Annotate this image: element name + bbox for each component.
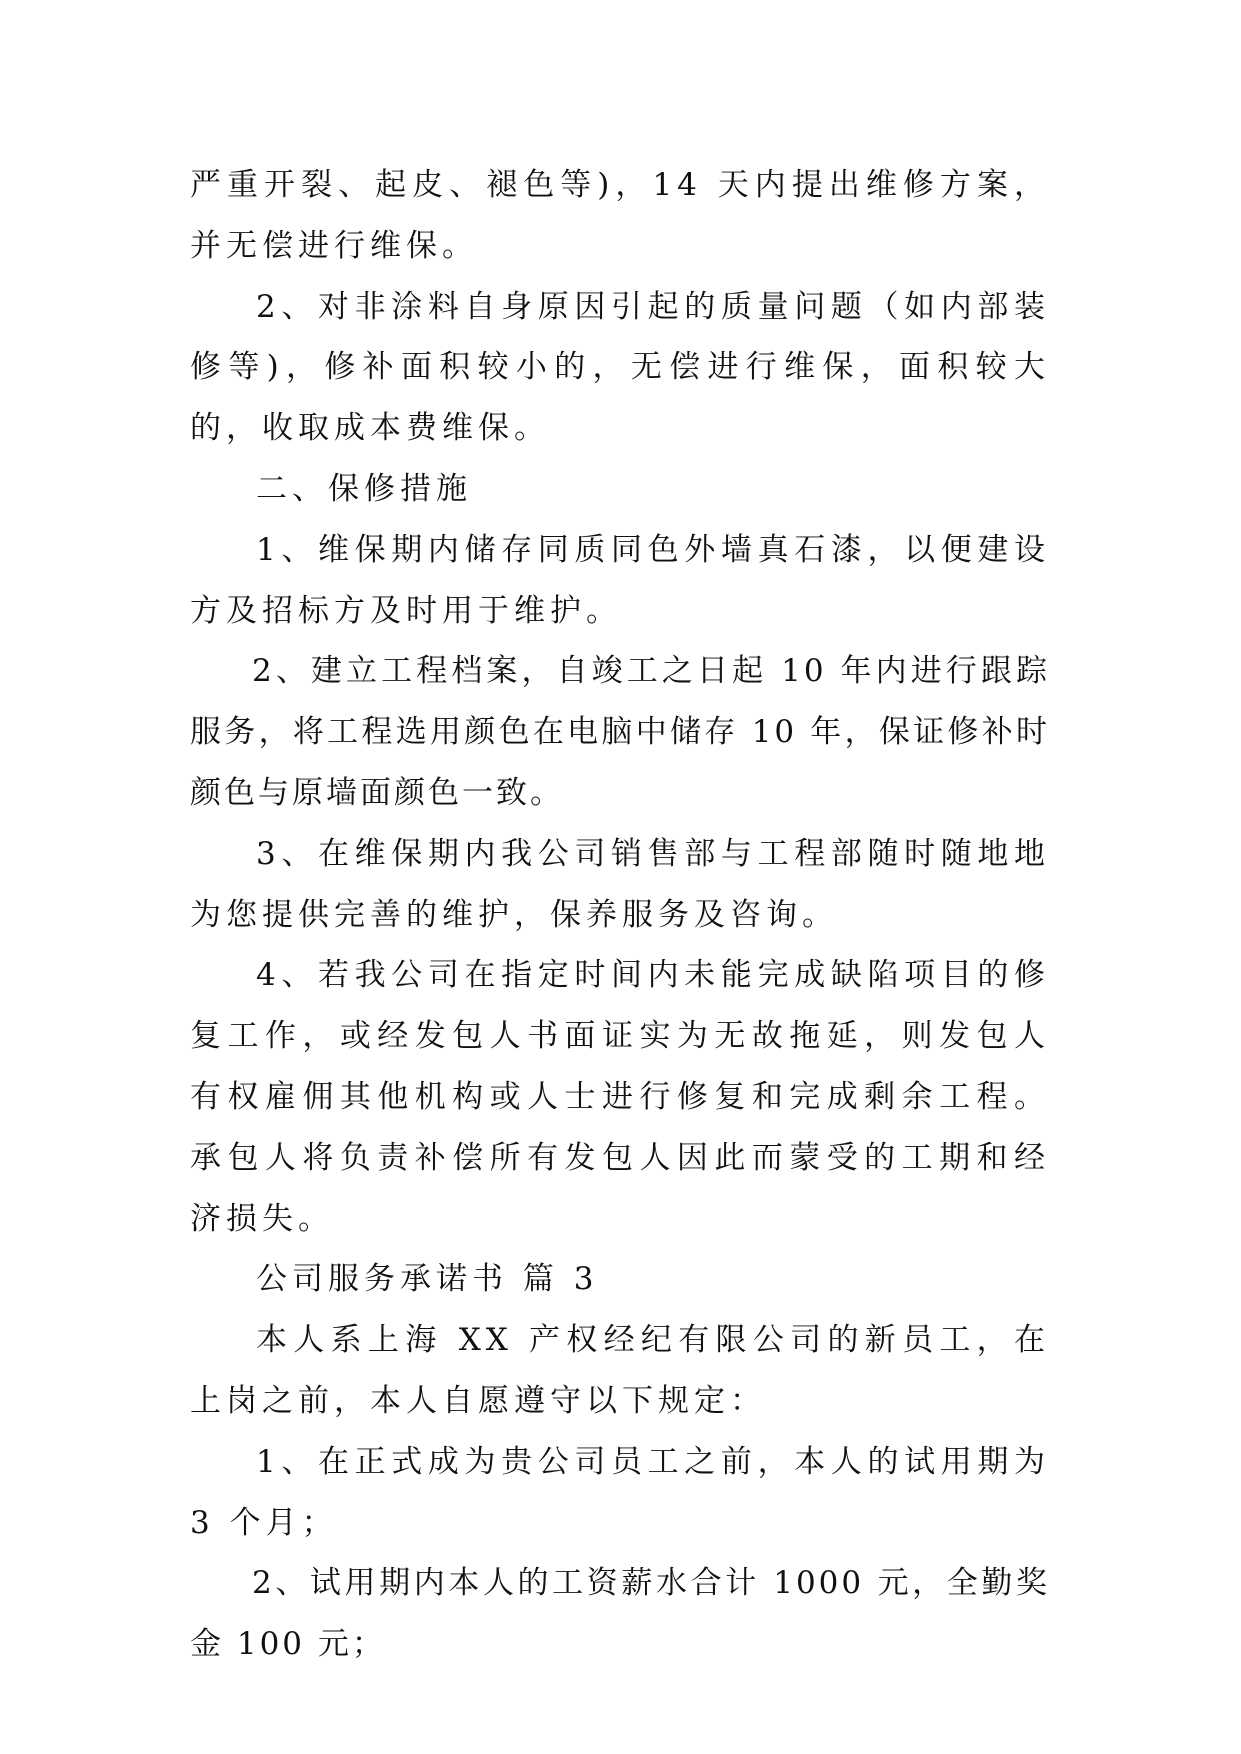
paragraph-measure-1: 1、维保期内储存同质同色外墙真石漆，以便建设方及招标方及时用于维护。: [190, 531, 1050, 629]
paragraph-probation-period: 1、在正式成为贵公司员工之前，本人的试用期为 3 个月；: [190, 1443, 1050, 1541]
document-body: [190, 155, 1050, 1675]
paragraph-repair-timeline-end: 严重开裂、起皮、褪色等)，14 天内提出维修方案，并无偿进行维保。: [190, 167, 1050, 264]
paragraph-measure-4: 4、若我公司在指定时间内未能完成缺陷项目的修复工作，或经发包人书面证实为无故拖延，则发包人有权雇佣其他机构或人士进行修复和完成剩余工程。承包人将负责补偿所有发包人因此而蒙受的工期和经济损失。: [190, 957, 1050, 1237]
paragraph-measure-2: 2、建立工程档案，自竣工之日起 10 年内进行跟踪服务，将工程选用颜色在电脑中储存 10 年，保证修补时颜色与原墙面颜色一致。: [190, 653, 1050, 811]
paragraph-new-employee-intro: 本人系上海 XX 产权经纪有限公司的新员工，在上岗之前，本人自愿遵守以下规定：: [190, 1322, 1050, 1419]
paragraph-non-paint-issues: 2、对非涂料自身原因引起的质量问题（如内部装修等)，修补面积较小的，无偿进行维保，面积较大的，收取成本费维保。: [190, 288, 1050, 447]
paragraph-measure-3: 3、在维保期内我公司销售部与工程部随时随地地为您提供完善的维护，保养服务及咨询。: [190, 835, 1050, 933]
section-heading-part-3: 公司服务承诺书 篇 3: [256, 1261, 599, 1298]
paragraph-probation-salary: 2、试用期内本人的工资薪水合计 1000 元，全勤奖金 100 元；: [190, 1565, 1050, 1663]
section-heading-warranty-measures: 二、保修措施: [256, 470, 472, 507]
